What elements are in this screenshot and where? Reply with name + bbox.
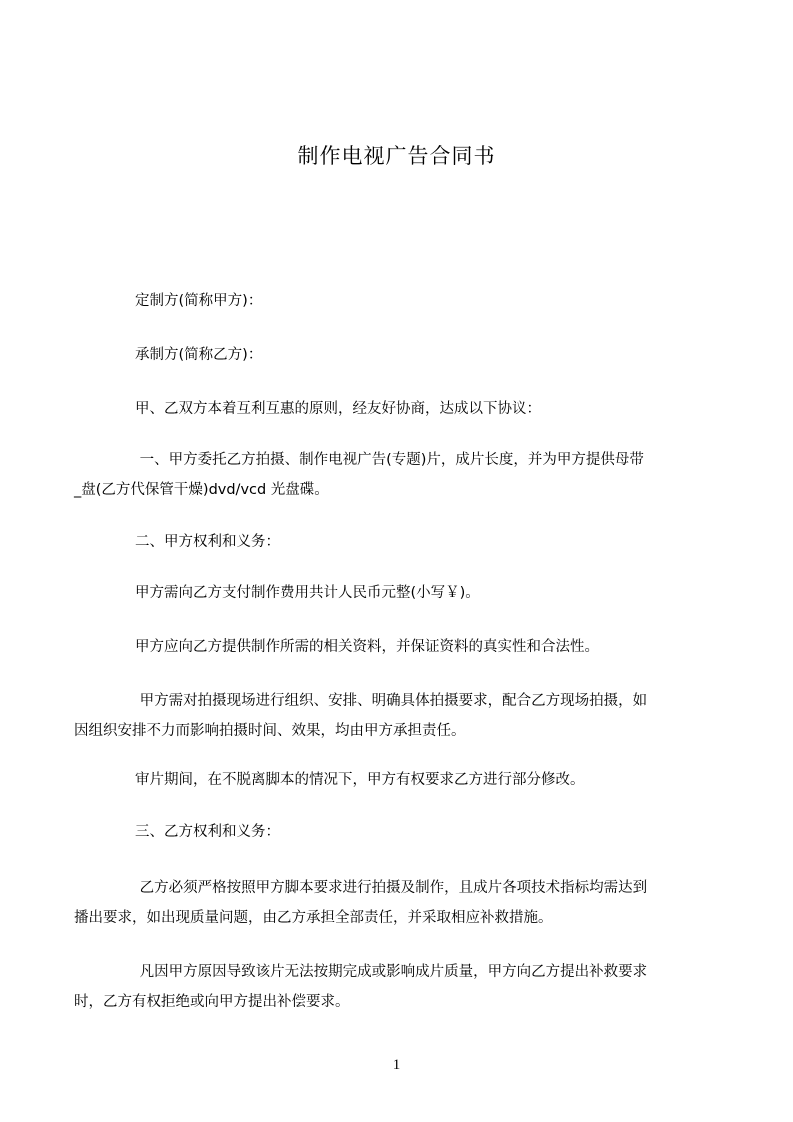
text-line: 三、乙方权利和义务： — [106, 824, 280, 840]
text-line: 播出要求，如出现质量问题，由乙方承担全部责任，并采取相应补救措施。 — [74, 910, 553, 926]
paragraph-production-standard — [74, 873, 706, 933]
paragraph-remedy — [74, 957, 706, 1017]
document-title: 制作电视广告合同书 — [297, 144, 496, 168]
paragraph-site-organization — [74, 686, 706, 746]
text-line: 定制方(简称甲方)： — [106, 293, 263, 309]
text-line: 乙方必须严格按照甲方脚本要求进行拍摄及制作，且成片各项技术指标均需达到 — [106, 880, 648, 896]
paragraph-preamble — [106, 394, 706, 424]
text-line: 时，乙方有权拒绝或向甲方提出补偿要求。 — [74, 994, 350, 1010]
text-line: 甲方需向乙方支付制作费用共计人民币元整(小写￥)。 — [106, 585, 480, 601]
paragraph-payment — [106, 578, 706, 608]
paragraph-party-b — [106, 340, 706, 370]
text-line: 甲方需对拍摄现场进行组织、安排、明确具体拍摄要求，配合乙方现场拍摄，如 — [106, 693, 648, 709]
text-line: 承制方(简称乙方)： — [106, 347, 263, 363]
text-line: 凡因甲方原因导致该片无法按期完成或影响成片质量，甲方向乙方提出补救要求 — [106, 964, 648, 980]
paragraph-clause-1 — [74, 445, 706, 505]
text-line: 一、甲方委托乙方拍摄、制作电视广告(专题)片，成片长度，并为甲方提供母带 — [106, 452, 644, 468]
paragraph-section-3-heading — [106, 817, 706, 847]
paragraph-review — [106, 765, 706, 795]
paragraph-party-a — [106, 286, 706, 316]
text-line: 甲方应向乙方提供制作所需的相关资料，并保证资料的真实性和合法性。 — [106, 639, 599, 655]
text-line: 审片期间，在不脱离脚本的情况下，甲方有权要求乙方进行部分修改。 — [106, 772, 585, 788]
text-line: _盘(乙方代保管干燥)dvd/vcd 光盘碟。 — [74, 482, 329, 498]
page-number: 1 — [392, 1057, 401, 1073]
paragraph-materials — [106, 632, 706, 662]
text-line: 甲、乙双方本着互利互惠的原则，经友好协商，达成以下协议： — [106, 401, 541, 417]
text-line: 二、甲方权利和义务： — [106, 534, 280, 550]
text-line: 因组织安排不力而影响拍摄时间、效果，均由甲方承担责任。 — [74, 723, 466, 739]
paragraph-section-2-heading — [106, 527, 706, 557]
